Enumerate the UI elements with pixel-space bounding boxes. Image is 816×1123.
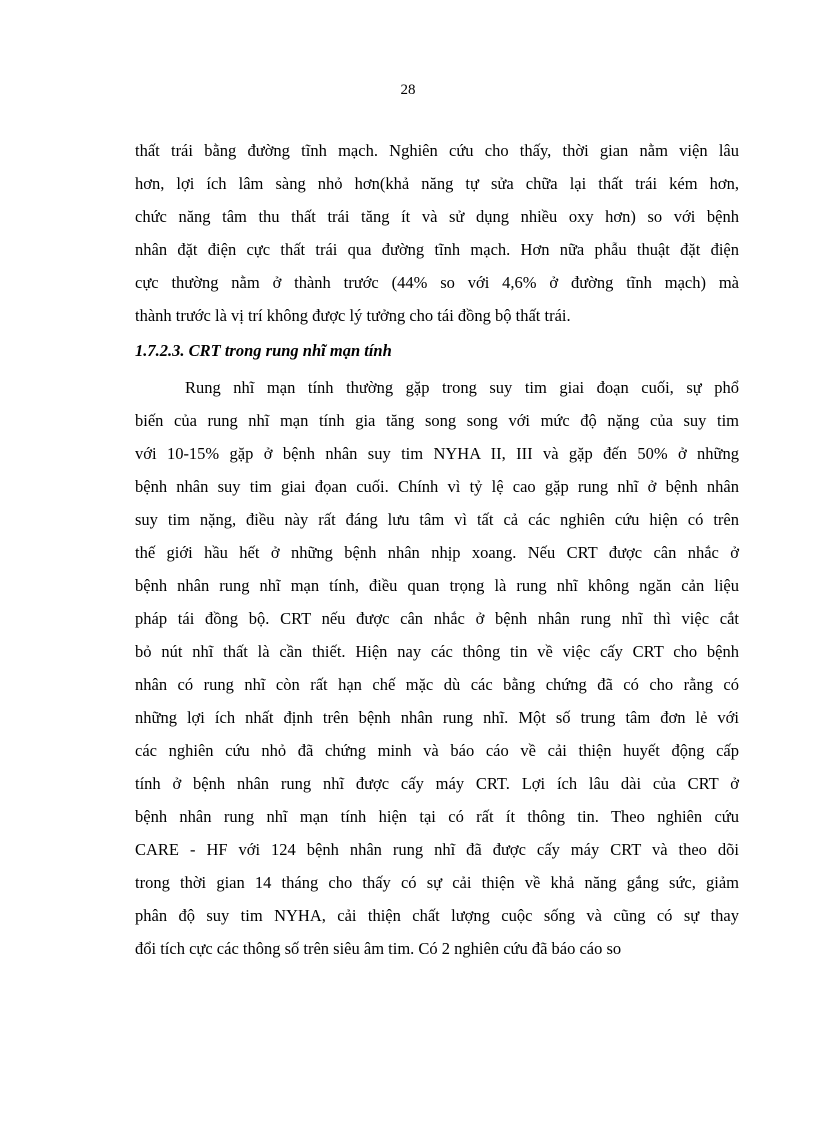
text-line: nhân có rung nhĩ còn rất hạn chế mặc dù các bằng chứng đã có cho rằng có [135,675,739,694]
text-line: phân độ suy tim NYHA, cải thiện chất lượng cuộc sống và cũng có sự thay [135,906,739,925]
text-line: những lợi ích nhất định trên bệnh nhân rung nhĩ. Một số trung tâm đơn lẻ với [135,708,739,727]
text-line: bệnh nhân suy tim giai đọan cuối. Chính vì tỷ lệ cao gặp rung nhĩ ở bệnh nhân [135,477,739,496]
text-line: với 10-15% gặp ở bệnh nhân suy tim NYHA II, III và gặp đến 50% ở những [135,444,739,463]
text-line: cực thường nằm ở thành trước (44% so với 4,6% ở đường tĩnh mạch) mà [135,273,739,292]
text-line: thành trước là vị trí không được lý tưởng cho tái đồng bộ thất trái. [135,306,571,325]
text-line: chức năng tâm thu thất trái tăng ít và sử dụng nhiều oxy hơn) so với bệnh [135,207,739,226]
text-line: tính ở bệnh nhân rung nhĩ được cấy máy CRT. Lợi ích lâu dài của CRT ở [135,774,739,793]
text-line: Rung nhĩ mạn tính thường gặp trong suy tim giai đoạn cuối, sự phổ [185,378,739,397]
text-line: đổi tích cực các thông số trên siêu âm tim. Có 2 nghiên cứu đã báo cáo so [135,939,622,958]
text-line: pháp tái đồng bộ. CRT nếu được cân nhắc ở bệnh nhân rung nhĩ thì việc cắt [135,609,739,628]
text-line: bệnh nhân rung nhĩ mạn tính, điều quan trọng là rung nhĩ không ngăn cản liệu [135,576,739,595]
text-line: hơn, lợi ích lâm sàng nhỏ hơn(khả năng tự sửa chữa lại thất trái kém hơn, [135,174,739,193]
section-heading: 1.7.2.3. CRT trong rung nhĩ mạn tính [135,341,392,360]
text-line: các nghiên cứu nhỏ đã chứng minh và báo cáo về cải thiện huyết động cấp [135,741,739,760]
text-line: CARE - HF với 124 bệnh nhân rung nhĩ đã được cấy máy CRT và theo dõi [135,840,739,859]
page-number: 28 [400,82,416,98]
text-line: nhân đặt điện cực thất trái qua đường tĩnh mạch. Hơn nữa phẫu thuật đặt điện [135,240,739,259]
text-line: bệnh nhân rung nhĩ mạn tính hiện tại có rất ít thông tin. Theo nghiên cứu [135,807,739,826]
text-line: thế giới hầu hết ở những bệnh nhân nhịp xoang. Nếu CRT được cân nhắc ở [135,543,739,562]
text-line: trong thời gian 14 tháng cho thấy có sự cải thiện về khả năng gắng sức, giảm [135,873,739,892]
text-line: bỏ nút nhĩ thất là cần thiết. Hiện nay các thông tin về việc cấy CRT cho bệnh [135,642,739,661]
text-line: thất trái bằng đường tĩnh mạch. Nghiên cứu cho thấy, thời gian nằm viện lâu [135,141,739,160]
text-line: suy tim nặng, điều này rất đáng lưu tâm vì tất cả các nghiên cứu hiện có trên [135,510,739,529]
text-line: biến của rung nhĩ mạn tính gia tăng song song với mức độ nặng của suy tim [135,411,739,430]
